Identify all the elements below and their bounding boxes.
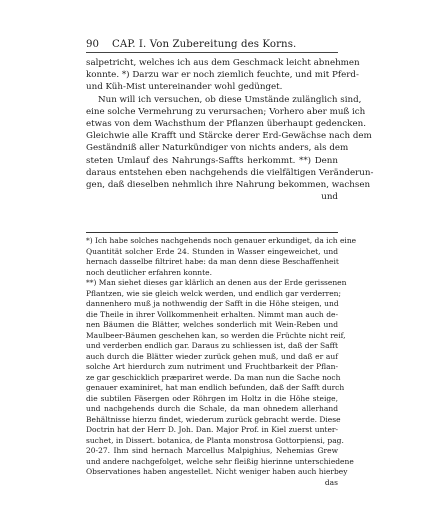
catchword: und xyxy=(321,192,338,203)
main-text xyxy=(86,57,374,203)
footnotes xyxy=(86,236,357,488)
footnote-separator xyxy=(86,232,338,233)
body-line: Nun will ich versuchen, ob diese Umstände zulänglich sind, xyxy=(98,94,362,105)
footnote-line: suchet, in Dissert. botanica, de Planta monstrosa Gottorpiensi, pag. xyxy=(86,435,344,445)
footnote-line: solche Art hierdurch zum nutriment und Fruchtbarkeit der Pflan- xyxy=(86,362,338,371)
footnote-line: Behältnisse hierzu findet, wiederum zurück gebracht werde. Diese xyxy=(86,414,341,424)
footnote-line: die Theile in ihrer Vollkommenheit erhalten. Nimmt man auch de- xyxy=(86,309,338,319)
footnote-line: und nachgehends durch die Schale, da man ohnedem allerhand xyxy=(86,404,338,413)
body-line: steten Umlauf des Nahrungs-Saffts herkommt. **) Denn xyxy=(86,155,338,166)
footnote-line: Quantität solcher Erde 24. Stunden in Wasser eingeweichet, und xyxy=(86,246,338,256)
footnote-line: und andere nachgefolget, welche sehr fleißig hierinne unterschiedene xyxy=(86,456,354,466)
body-line: eine solche Vermehrung zu verursachen; Vorhero aber muß ich xyxy=(86,106,366,117)
body-line: daraus entstehen eben nachgehends die vielfältigen Veränderun- xyxy=(86,167,374,178)
footnote-line: ze gar geschicklich præpariret werde. Da man nun die Sache noch xyxy=(86,372,341,382)
footnote-line: auch durch die Blätter wieder zurück gehen muß, und daß er auf xyxy=(86,351,338,361)
footnote-line: 20-27. Ihm sind hernach Marcellus Malpighius, Nehemias Grew xyxy=(86,446,338,455)
footnote-line: Observationes haben angestellet. Nicht weniger haben auch hierbey xyxy=(86,467,348,476)
body-line: konnte. *) Darzu war er noch ziemlich feuchte, und mit Pferd- xyxy=(86,70,359,81)
footnote-line: hernach dasselbe filtriret habe: da man denn diese Beschaffenheit xyxy=(86,257,339,266)
body-line: salpetricht, welches ich aus dem Geschmack leicht abnehmen xyxy=(86,58,360,68)
running-title: CAP. I. Von Zubereitung des Korns. xyxy=(112,39,297,50)
body-line: gen, daß dieselben nehmlich ihre Nahrung bekommen, wachsen xyxy=(86,179,371,190)
page-number: 90 xyxy=(86,39,99,50)
footnote-line: Pflantzen, wie sie gleich welck werden, und endlich gar verderren; xyxy=(86,288,342,298)
running-header xyxy=(86,38,338,53)
footnote-line: und verderben endlich gar. Daraus zu schliessen ist, daß der Safft xyxy=(86,341,338,350)
footnote-line: noch deutlicher erfahren konnte. xyxy=(86,267,212,277)
footnote-line: Doctrin hat der Herr D. Joh. Dan. Major Prof. in Kiel zuerst unter- xyxy=(86,425,338,434)
footnote-line: dannenhero muß ja nothwendig der Safft in die Höhe steigen, und xyxy=(86,299,339,308)
body-line: und Küh-Mist untereinander wohl gedünget. xyxy=(86,82,283,93)
footnote-line: Maulbeer-Bäumen geschehen kan, so werden die Früchte nicht reif, xyxy=(86,330,346,340)
footnote-line: nen Bäumen die Blätter, welches sonderlich mit Wein-Reben und xyxy=(86,320,338,329)
footnote-line: *) Ich habe solches nachgehends noch genauer erkundiget, da ich eine xyxy=(86,236,357,245)
body-line: etwas von dem Wachsthum der Pflanzen überhaupt gedencken. xyxy=(86,118,366,129)
footnote-line: die subtilen Fäsergen oder Röhrgen im Holtz in die Höhe steige, xyxy=(86,393,338,403)
footnote-line: genauer examiniret, hat man endlich befunden, daß der Safft durch xyxy=(86,383,345,392)
footnote-line: **) Man siehet dieses gar klärlich an denen aus der Erde gerissenen xyxy=(86,278,347,287)
body-line: Geständniß aller Naturkündiger von nichts anders, als dem xyxy=(86,143,349,154)
catchword: das xyxy=(324,477,338,487)
body-line: Gleichwie alle Krafft und Stärcke derer Erd-Gewächse nach dem xyxy=(86,131,372,142)
